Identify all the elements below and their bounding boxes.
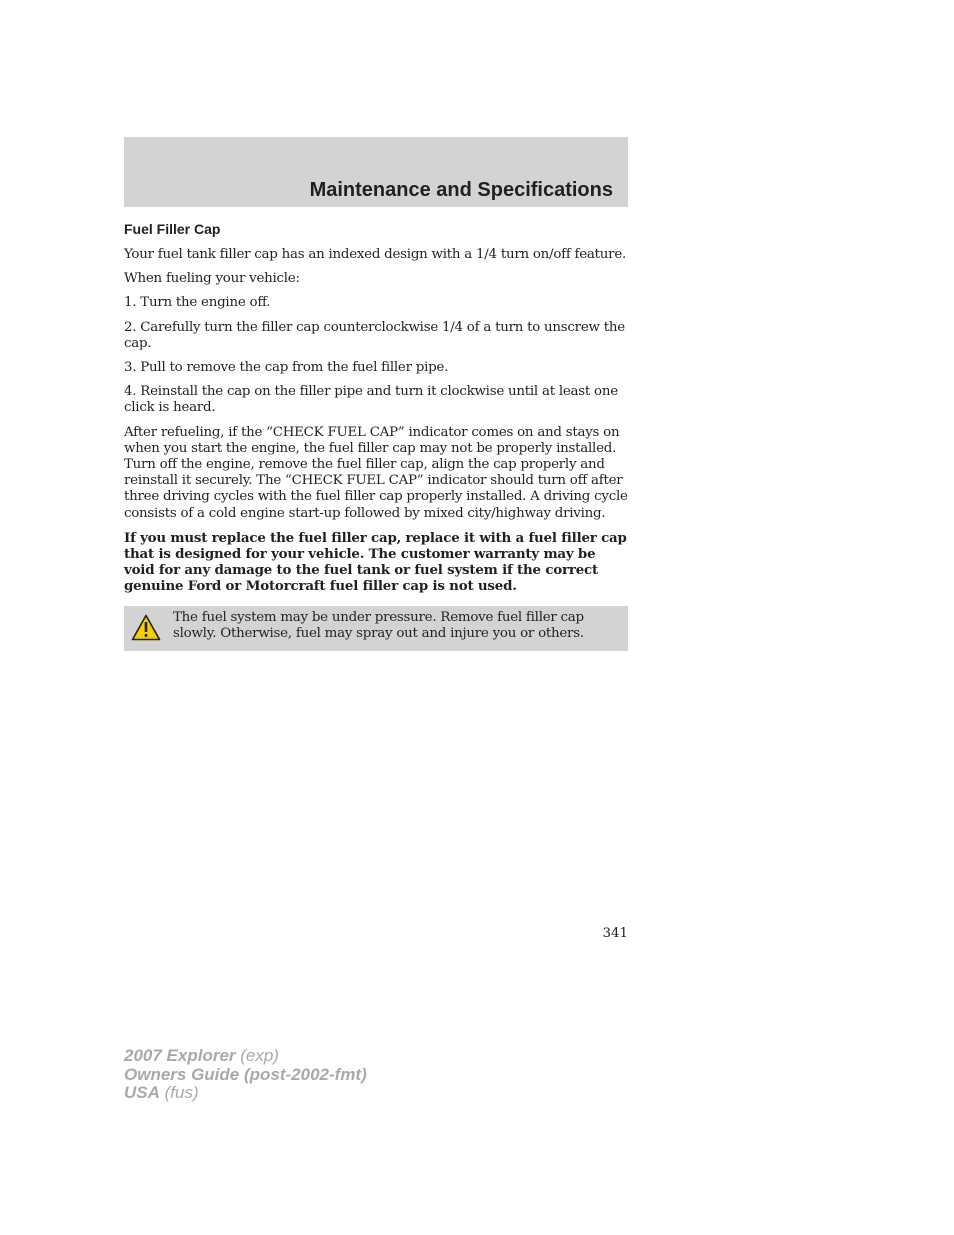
section-title: Maintenance and Specifications [309,179,613,201]
subsection-heading: Fuel Filler Cap [124,221,221,237]
page-content [124,220,628,651]
step-1: 1. Turn the engine off. [124,295,271,311]
step-3: 3. Pull to remove the cap from the fuel filler pipe. [124,360,449,376]
footer-line-guide [124,1066,367,1085]
step-4: 4. Reinstall the cap on the filler pipe and turn it clockwise until at least one click is heard. [124,384,618,416]
warning-text: The fuel system may be under pressure. Remove fuel filler cap slowly. Otherwise, fuel may spray out and injure you or others. [173,609,584,641]
footer-model: 2007 Explorer [124,1046,236,1065]
page-number: 341 [602,926,628,941]
footer-guide: Owners Guide (post-2002-fmt) [124,1064,367,1084]
warning-box [124,606,628,651]
footer-line-market [124,1084,367,1103]
footer-line-model [124,1047,367,1066]
footer-market: USA [124,1083,160,1102]
step-2: 2. Carefully turn the filler cap counterclockwise 1/4 of a turn to unscrew the cap. [124,319,625,351]
bold-notice: If you must replace the fuel filler cap, replace it with a fuel filler cap that is designed for your vehicle. The customer warranty may be void for any damage to the fuel tank or fuel system if the correct genuine Ford or Motorcraft fuel filler cap is not used. [124,529,627,595]
footer-market-code: (fus) [159,1083,199,1102]
paragraph-fueling-intro: When fueling your vehicle: [124,271,300,287]
footer-model-code: (exp) [235,1046,279,1065]
section-header-band [124,137,628,207]
footer-doc-info [124,1047,367,1103]
paragraph-check-fuel-cap: After refueling, if the “CHECK FUEL CAP” indicator comes on and stays on when you start the engine, the fuel filler cap may not be properly installed. Turn off the engine, remove the fuel filler cap, align the cap properly and reinstall it securely. The “CHECK FUEL CAP” indicator should turn off after three driving cycles with the fuel filler cap properly installed. A driving cycle consists of a cold engine start-up followed by mixed city/highway driving. [124,424,628,521]
paragraph-intro: Your fuel tank filler cap has an indexed design with a 1/4 turn on/off feature. [124,247,627,262]
warning-triangle-icon [131,614,161,641]
